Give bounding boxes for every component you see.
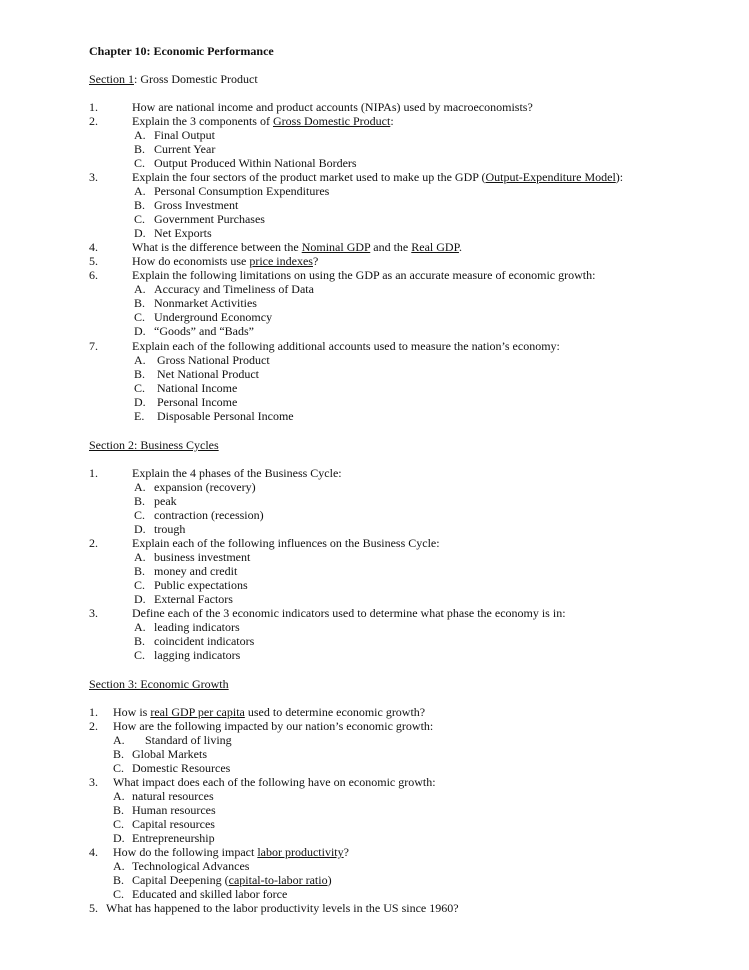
list-letter: B. bbox=[134, 142, 146, 156]
key-term: Real GDP bbox=[411, 240, 459, 254]
question-number: 4. bbox=[89, 240, 98, 254]
list-item: External Factors bbox=[154, 592, 233, 606]
section-3-heading: Section 3: Economic Growth bbox=[89, 677, 229, 691]
list-item: Entrepreneurship bbox=[132, 831, 215, 845]
question-number: 5. bbox=[89, 901, 98, 915]
list-item: Capital Deepening (capital-to-labor ratio) bbox=[132, 873, 332, 887]
list-letter: D. bbox=[134, 592, 146, 606]
list-letter: E. bbox=[134, 409, 145, 423]
list-letter: B. bbox=[134, 367, 146, 381]
list-item: Personal Consumption Expenditures bbox=[154, 184, 330, 198]
list-letter: C. bbox=[134, 156, 146, 170]
question-text: What is the difference between the Nominal GDP and the Real GDP. bbox=[132, 240, 462, 254]
question-text: How do the following impact labor productivity? bbox=[113, 845, 349, 859]
list-letter: C. bbox=[113, 817, 125, 831]
list-item: contraction (recession) bbox=[154, 508, 264, 522]
list-item: Technological Advances bbox=[132, 859, 250, 873]
list-letter: B. bbox=[113, 747, 125, 761]
list-item: Educated and skilled labor force bbox=[132, 887, 288, 901]
question-number: 5. bbox=[89, 254, 98, 268]
question-text: Explain the following limitations on using the GDP as an accurate measure of economic growth: bbox=[132, 268, 596, 282]
section-1-label: Section 1 bbox=[89, 72, 134, 86]
key-term: Output-Expenditure Model bbox=[485, 170, 616, 184]
list-letter: A. bbox=[134, 282, 146, 296]
list-letter: C. bbox=[113, 761, 125, 775]
list-item: expansion (recovery) bbox=[154, 480, 256, 494]
list-item: lagging indicators bbox=[154, 648, 241, 662]
list-item: natural resources bbox=[132, 789, 214, 803]
question-number: 3. bbox=[89, 170, 98, 184]
list-letter: C. bbox=[134, 508, 146, 522]
key-term: Gross Domestic Product bbox=[272, 114, 391, 128]
list-item: Disposable Personal Income bbox=[157, 409, 294, 423]
list-item: Net National Product bbox=[157, 367, 259, 381]
question-text: Explain the 3 components of Gross Domestic Product: bbox=[132, 114, 394, 128]
question-number: 4. bbox=[89, 845, 98, 859]
list-item: coincident indicators bbox=[154, 634, 255, 648]
key-term: price indexes bbox=[249, 254, 313, 268]
question-number: 2. bbox=[89, 114, 98, 128]
list-letter: A. bbox=[113, 733, 125, 747]
list-item: Global Markets bbox=[132, 747, 207, 761]
section-2-heading: Section 2: Business Cycles bbox=[89, 438, 219, 452]
key-term: real GDP per capita bbox=[150, 705, 245, 719]
question-text: How do economists use price indexes? bbox=[132, 254, 319, 268]
list-letter: D. bbox=[134, 395, 146, 409]
list-letter: C. bbox=[113, 887, 125, 901]
list-item: leading indicators bbox=[154, 620, 240, 634]
list-item: Accuracy and Timeliness of Data bbox=[154, 282, 314, 296]
list-letter: B. bbox=[134, 494, 146, 508]
question-text: What has happened to the labor productivity levels in the US since 1960? bbox=[106, 901, 459, 915]
list-letter: A. bbox=[134, 128, 146, 142]
list-letter: D. bbox=[134, 226, 146, 240]
document-title: Chapter 10: Economic Performance bbox=[89, 44, 274, 58]
list-letter: C. bbox=[134, 381, 146, 395]
list-item: Underground Economcy bbox=[154, 310, 273, 324]
key-term: Nominal GDP bbox=[301, 240, 371, 254]
list-letter: A. bbox=[134, 353, 146, 367]
list-item: trough bbox=[154, 522, 186, 536]
list-item: Output Produced Within National Borders bbox=[154, 156, 357, 170]
list-letter: C. bbox=[134, 310, 146, 324]
question-number: 1. bbox=[89, 466, 98, 480]
list-item: Government Purchases bbox=[154, 212, 265, 226]
question-number: 1. bbox=[89, 100, 98, 114]
list-letter: A. bbox=[113, 789, 125, 803]
list-item: business investment bbox=[154, 550, 251, 564]
key-term: capital-to-labor ratio bbox=[228, 873, 328, 887]
list-letter: D. bbox=[113, 831, 125, 845]
question-number: 3. bbox=[89, 606, 98, 620]
section-1-title: : Gross Domestic Product bbox=[134, 72, 258, 86]
list-item: Public expectations bbox=[154, 578, 248, 592]
question-text: Define each of the 3 economic indicators used to determine what phase the economy is in: bbox=[132, 606, 566, 620]
question-number: 2. bbox=[89, 719, 98, 733]
question-text: How is real GDP per capita used to determine economic growth? bbox=[113, 705, 426, 719]
list-letter: B. bbox=[134, 198, 146, 212]
question-number: 7. bbox=[89, 339, 98, 353]
list-letter: B. bbox=[134, 296, 146, 310]
list-item: National Income bbox=[157, 381, 238, 395]
list-letter: B. bbox=[134, 634, 146, 648]
question-text: Explain the four sectors of the product market used to make up the GDP (Output-Expenditure Model): bbox=[132, 170, 624, 184]
key-term: labor productivity bbox=[257, 845, 344, 859]
list-item: Human resources bbox=[132, 803, 216, 817]
list-item: Gross Investment bbox=[154, 198, 239, 212]
list-item: Capital resources bbox=[132, 817, 215, 831]
section-1-heading bbox=[89, 72, 258, 86]
list-item: Standard of living bbox=[145, 733, 232, 747]
list-letter: C. bbox=[134, 578, 146, 592]
question-text: Explain each of the following additional accounts used to measure the nation’s economy: bbox=[132, 339, 560, 353]
question-number: 6. bbox=[89, 268, 98, 282]
list-letter: C. bbox=[134, 212, 146, 226]
list-letter: D. bbox=[134, 324, 146, 338]
list-item: Nonmarket Activities bbox=[154, 296, 257, 310]
list-item: Personal Income bbox=[157, 395, 238, 409]
question-text: Explain the 4 phases of the Business Cycle: bbox=[132, 466, 342, 480]
list-letter: A. bbox=[134, 550, 146, 564]
list-letter: A. bbox=[134, 480, 146, 494]
list-letter: B. bbox=[113, 803, 125, 817]
list-item: Domestic Resources bbox=[132, 761, 231, 775]
list-letter: D. bbox=[134, 522, 146, 536]
question-number: 2. bbox=[89, 536, 98, 550]
question-text: What impact does each of the following have on economic growth: bbox=[113, 775, 436, 789]
list-item: Gross National Product bbox=[157, 353, 270, 367]
list-letter: A. bbox=[113, 859, 125, 873]
list-letter: C. bbox=[134, 648, 146, 662]
list-letter: B. bbox=[113, 873, 125, 887]
list-item: Net Exports bbox=[154, 226, 212, 240]
question-number: 3. bbox=[89, 775, 98, 789]
list-letter: A. bbox=[134, 184, 146, 198]
question-text: How are the following impacted by our nation’s economic growth: bbox=[113, 719, 434, 733]
question-text: How are national income and product accounts (NIPAs) used by macroeconomists? bbox=[132, 100, 533, 114]
list-item: Final Output bbox=[154, 128, 216, 142]
list-item: peak bbox=[154, 494, 177, 508]
question-text: Explain each of the following influences on the Business Cycle: bbox=[132, 536, 440, 550]
list-item: “Goods” and “Bads” bbox=[154, 324, 254, 338]
list-letter: A. bbox=[134, 620, 146, 634]
question-number: 1. bbox=[89, 705, 98, 719]
list-item: money and credit bbox=[154, 564, 238, 578]
list-letter: B. bbox=[134, 564, 146, 578]
list-item: Current Year bbox=[154, 142, 216, 156]
